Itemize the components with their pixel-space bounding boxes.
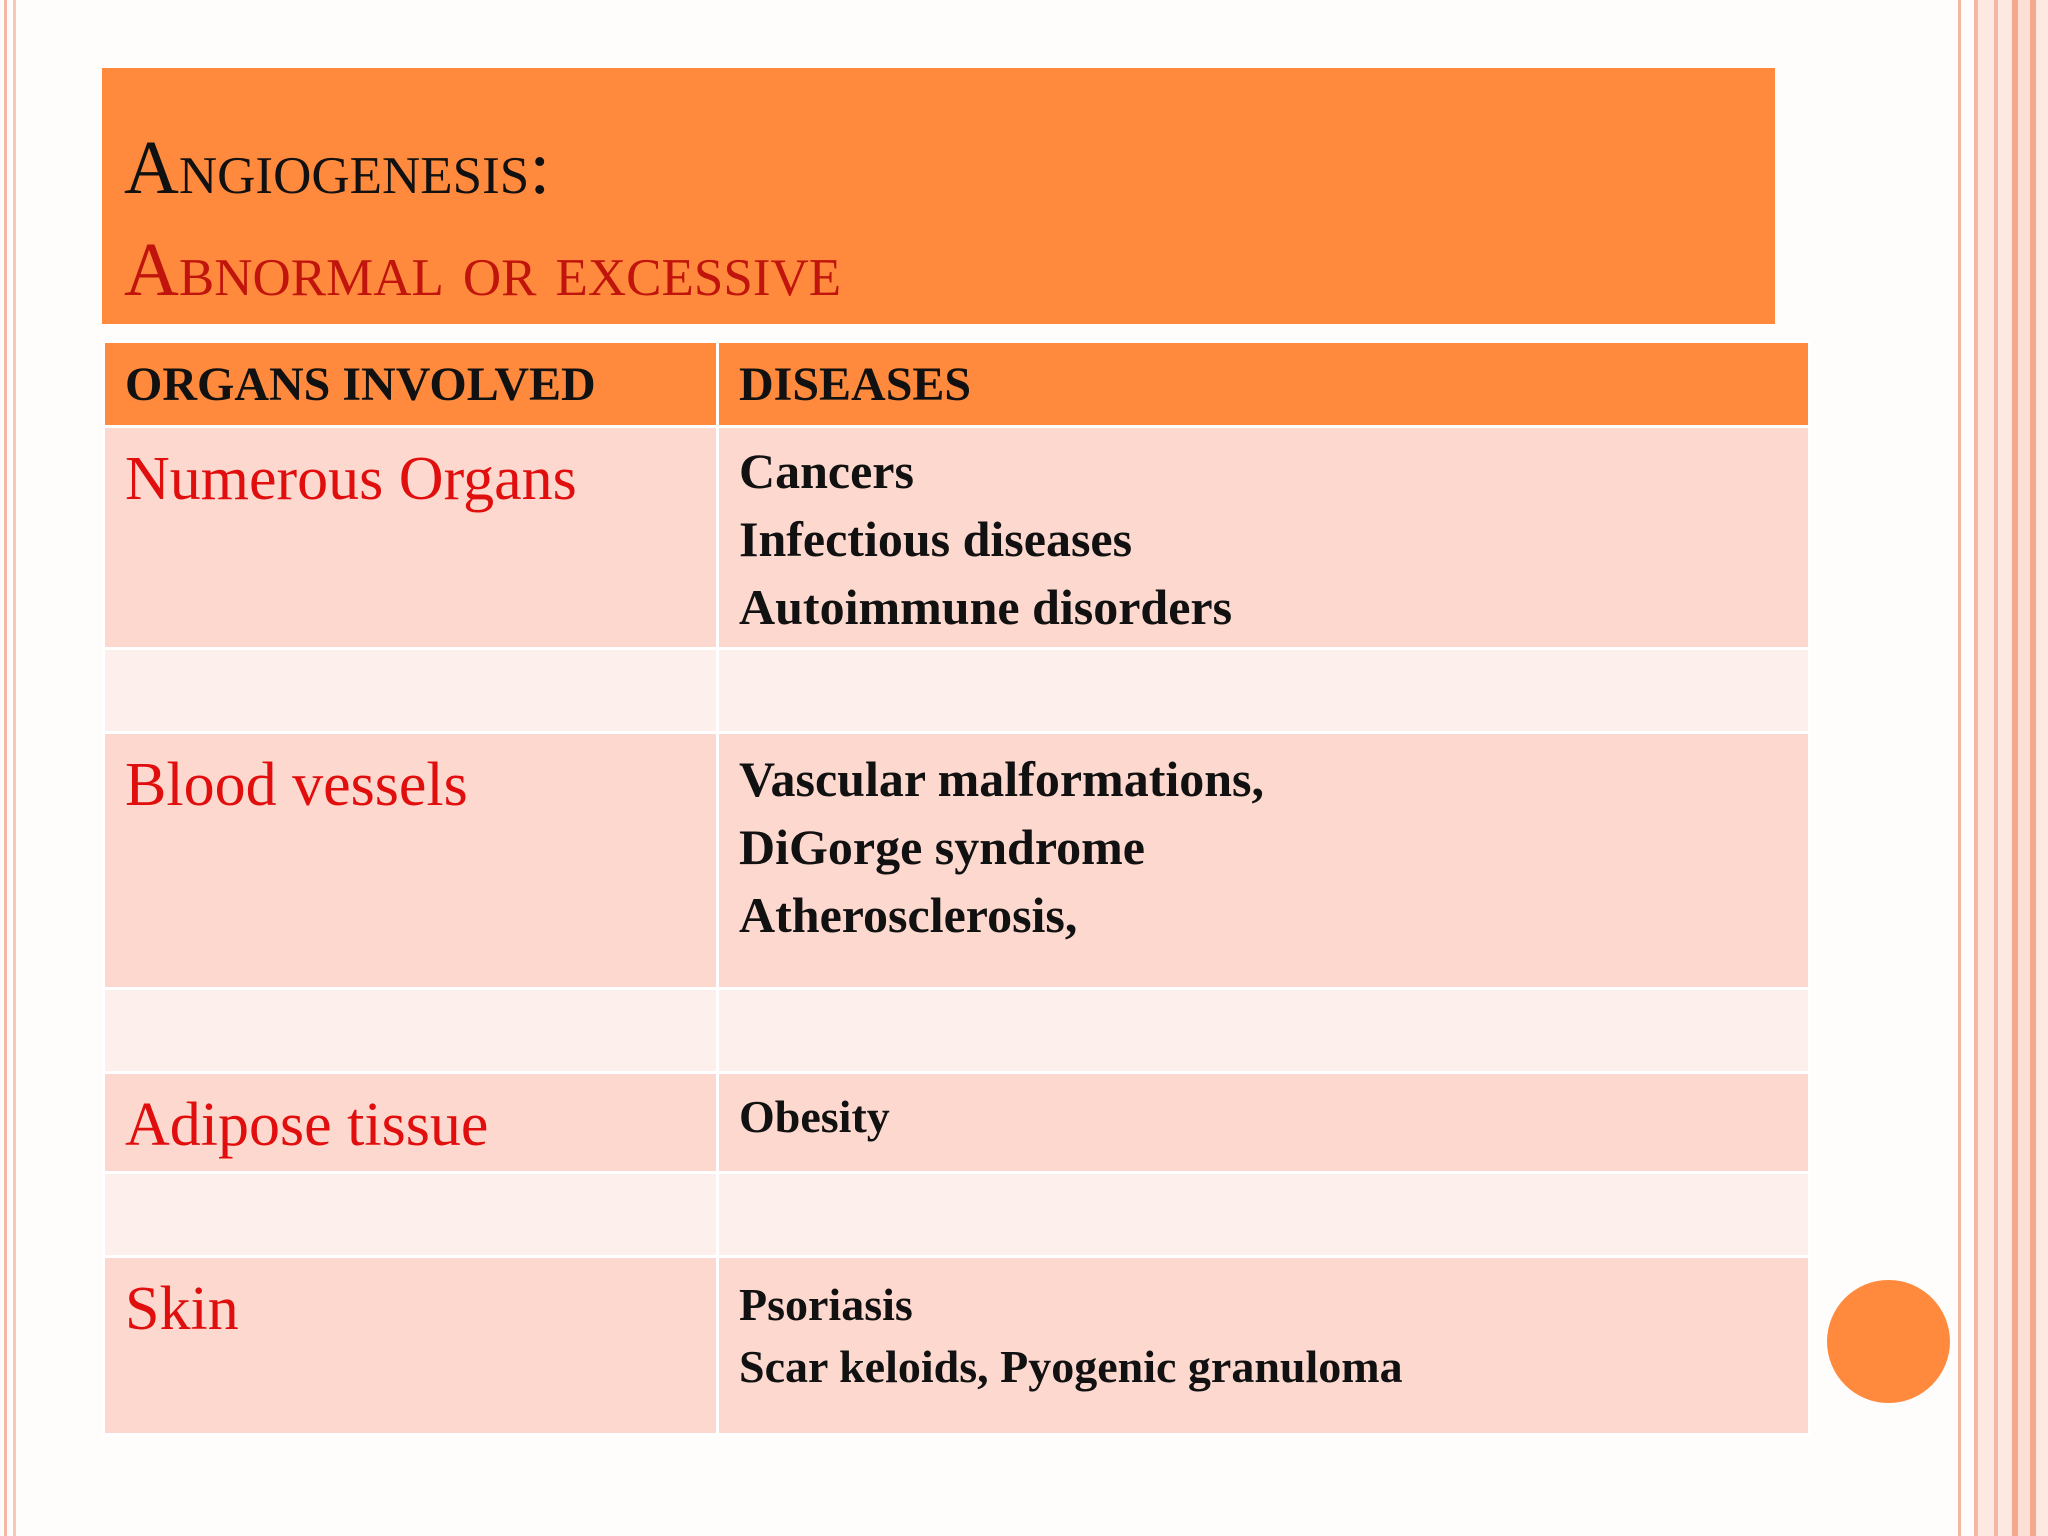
diseases-cell [718, 733, 1810, 989]
organ-label: Blood vessels [125, 751, 468, 819]
disease-item: Scar keloids, Pyogenic granuloma [739, 1341, 1403, 1392]
organ-cell [104, 1073, 718, 1173]
spacer-cell [718, 1173, 1810, 1257]
spacer-cell [104, 989, 718, 1073]
spacer-cell [718, 649, 1810, 733]
slide-title: Angiogenesis: [124, 126, 551, 210]
right-border-strip [1958, 0, 2048, 1536]
diseases-cell [718, 427, 1810, 649]
organ-cell [104, 1257, 718, 1435]
table-row [104, 1073, 1810, 1173]
disease-item: Psoriasis [739, 1279, 913, 1330]
organ-cell [104, 733, 718, 989]
table-row [104, 733, 1810, 989]
left-border-line-inner [13, 0, 16, 1536]
table-row [104, 427, 1810, 649]
disease-item: Cancers [739, 443, 914, 499]
diseases-cell [718, 1257, 1810, 1435]
disease-item: Autoimmune disorders [739, 579, 1233, 635]
spacer-cell [104, 1173, 718, 1257]
organs-diseases-table [102, 340, 1811, 1436]
header-diseases: DISEASES [718, 342, 1810, 427]
organ-label: Adipose tissue [125, 1091, 489, 1159]
left-border-line-outer [4, 0, 7, 1536]
organ-label: Skin [125, 1275, 239, 1343]
spacer-row [104, 1173, 1810, 1257]
disease-item: Atherosclerosis, [739, 887, 1078, 943]
spacer-cell [718, 989, 1810, 1073]
disease-item: Infectious diseases [739, 511, 1133, 567]
slide-subtitle: Abnormal or excessive [124, 228, 842, 312]
table-row [104, 1257, 1810, 1435]
spacer-cell [104, 649, 718, 733]
slide-title-box [102, 68, 1775, 324]
organ-label: Numerous Organs [125, 445, 577, 513]
disease-item: DiGorge syndrome [739, 819, 1145, 875]
spacer-row [104, 649, 1810, 733]
spacer-row [104, 989, 1810, 1073]
table-header-row [104, 342, 1810, 427]
organ-cell [104, 427, 718, 649]
disease-item: Obesity [739, 1091, 890, 1142]
diseases-cell [718, 1073, 1810, 1173]
decorative-orange-circle [1827, 1280, 1950, 1403]
disease-item: Vascular malformations, [739, 751, 1264, 807]
header-organs-involved: ORGANS INVOLVED [104, 342, 718, 427]
